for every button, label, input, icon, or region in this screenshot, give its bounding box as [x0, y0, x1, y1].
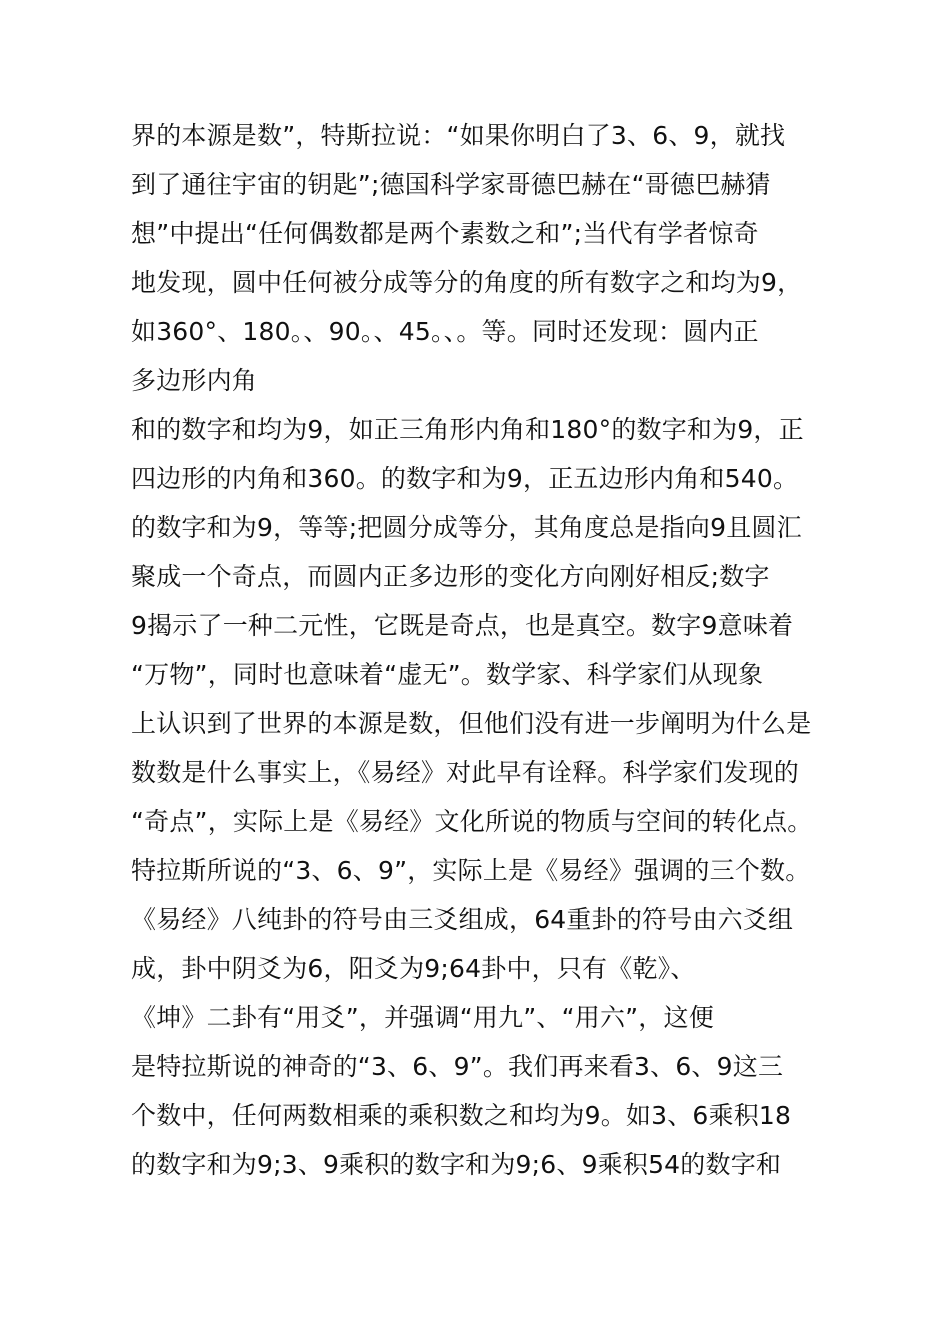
text-line-11: 9揭示了一种二元性，它既是奇点，也是真空。数字9意味着: [131, 611, 794, 640]
body-text: [131, 111, 911, 1189]
text-line-10: 聚成一个奇点，而圆内正多边形的变化方向刚好相反;数字: [131, 562, 770, 591]
text-line-19: 《坤》二卦有“用爻”，并强调“用九”、“用六”，这便: [131, 1003, 714, 1032]
text-line-17: 《易经》八纯卦的符号由三爻组成，64重卦的符号由六爻组: [131, 905, 794, 934]
text-line-16: 特拉斯所说的“3、6、9”，实际上是《易经》强调的三个数。: [131, 856, 811, 885]
text-line-22: 的数字和为9;3、9乘积的数字和为9;6、9乘积54的数字和: [131, 1150, 782, 1179]
text-line-2: 到了通往宇宙的钥匙”;德国科学家哥德巴赫在“哥德巴赫猜: [131, 170, 771, 199]
text-line-13: 上认识到了世界的本源是数，但他们没有进一步阐明为什么是: [131, 709, 812, 738]
text-line-6: 多边形内角: [131, 366, 258, 395]
text-line-12: “万物”，同时也意味着“虚无”。数学家、科学家们从现象: [131, 660, 764, 689]
text-line-21: 个数中，任何两数相乘的乘积数之和均为9。如3、6乘积18: [131, 1101, 792, 1130]
text-line-8: 四边形的内角和360。的数字和为9，正五边形内角和540。: [131, 464, 799, 493]
text-line-1: 界的本源是数”，特斯拉说：“如果你明白了3、6、9，就找: [131, 121, 786, 150]
text-line-18: 成，卦中阴爻为6，阳爻为9;64卦中，只有《乾》、: [131, 954, 696, 983]
text-line-20: 是特拉斯说的神奇的“3、6、9”。我们再来看3、6、9这三: [131, 1052, 784, 1081]
text-line-15: “奇点”，实际上是《易经》文化所说的物质与空间的转化点。: [131, 807, 813, 836]
text-line-7: 和的数字和均为9，如正三角形内角和180°的数字和为9，正: [131, 415, 804, 444]
text-line-3: 想”中提出“任何偶数都是两个素数之和”;当代有学者惊奇: [131, 219, 759, 248]
text-line-4: 地发现，圆中任何被分成等分的角度的所有数字之和均为9，: [131, 268, 803, 297]
text-line-14: 数数是什么事实上，《易经》对此早有诠释。科学家们发现的: [131, 758, 799, 787]
text-line-5: 如360°、180。、90。、45。、。等。同时还发现：圆内正: [131, 317, 759, 346]
text-line-9: 的数字和为9，等等;把圆分成等分，其角度总是指向9且圆汇: [131, 513, 802, 542]
